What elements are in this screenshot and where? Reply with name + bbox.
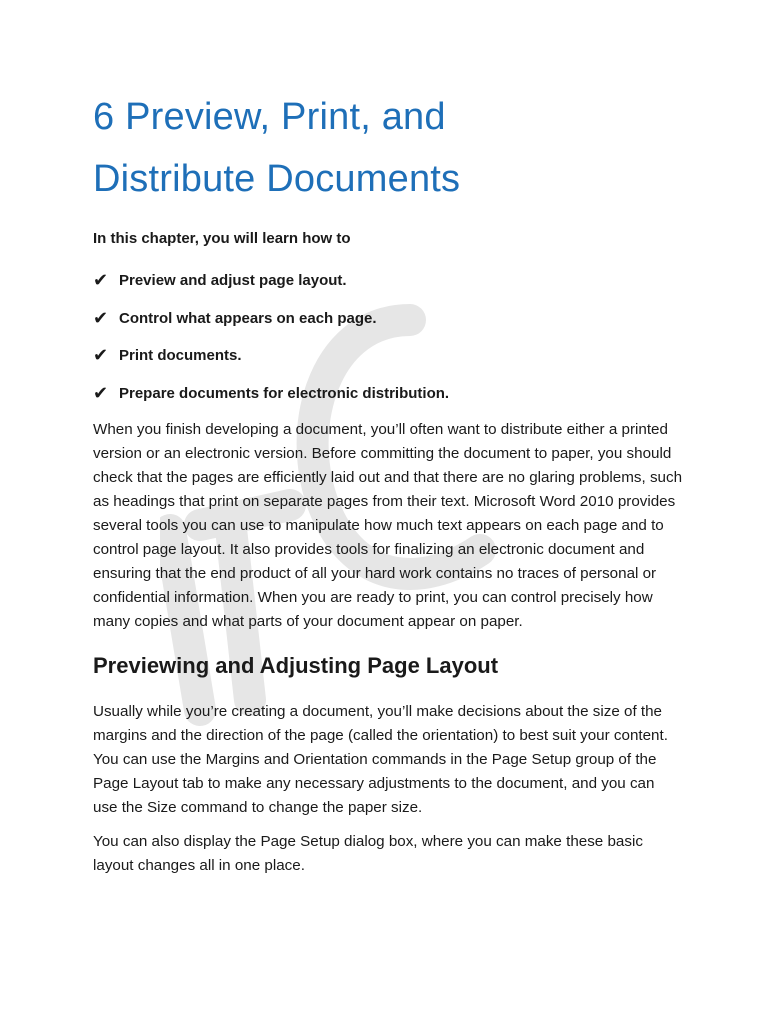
body-paragraph: Usually while you’re creating a document, you’ll make decisions about the size of the margins and the direction of the page (called the orientation) to best suit your content. You can use the Margins and Orientation commands in the Page Setup group of the Page Layout tab to make any necessary adjustments to the document, and you can use the Size command to change the paper size. — [93, 703, 668, 816]
chapter-title — [93, 86, 683, 210]
checkmark-icon: ✔ — [93, 270, 109, 291]
objective-text: Print documents. — [119, 347, 242, 365]
body-paragraph: You can also display the Page Setup dialog box, where you can make these basic layout changes all in one place. — [93, 833, 643, 874]
objective-text: Preview and adjust page layout. — [119, 272, 347, 290]
objective-text: Prepare documents for electronic distribution. — [119, 384, 450, 402]
section-heading: Previewing and Adjusting Page Layout — [93, 653, 499, 678]
objective-item — [93, 375, 683, 413]
document-content — [93, 86, 683, 878]
objectives-list — [93, 262, 683, 412]
objective-item — [93, 300, 683, 338]
objective-item — [93, 262, 683, 300]
checkmark-icon: ✔ — [93, 382, 109, 403]
chapter-title-line-2: Distribute Documents — [93, 158, 461, 200]
chapter-title-line-1: 6 Preview, Print, and — [93, 96, 446, 138]
checkmark-icon: ✔ — [93, 345, 109, 366]
checkmark-icon: ✔ — [93, 307, 109, 328]
chapter-intro: In this chapter, you will learn how to — [93, 230, 351, 247]
objective-text: Control what appears on each page. — [119, 309, 377, 327]
intro-paragraph: When you finish developing a document, you’ll often want to distribute either a printed version or an electronic version. Before committing the document to paper, you should check that the pages are efficiently laid out and that there are no glaring problems, such as headings that print on separate pages from their text. Microsoft Word 2010 provides several tools you can use to manipulate how much text appears on each page and to control page layout. It also provides tools for finalizing an electronic document and ensuring that the end product of all your hard work contains no traces of personal or confidential information. When you are ready to print, you can control precisely how many copies and what parts of your document appear on paper. — [93, 421, 683, 630]
objective-item — [93, 337, 683, 375]
